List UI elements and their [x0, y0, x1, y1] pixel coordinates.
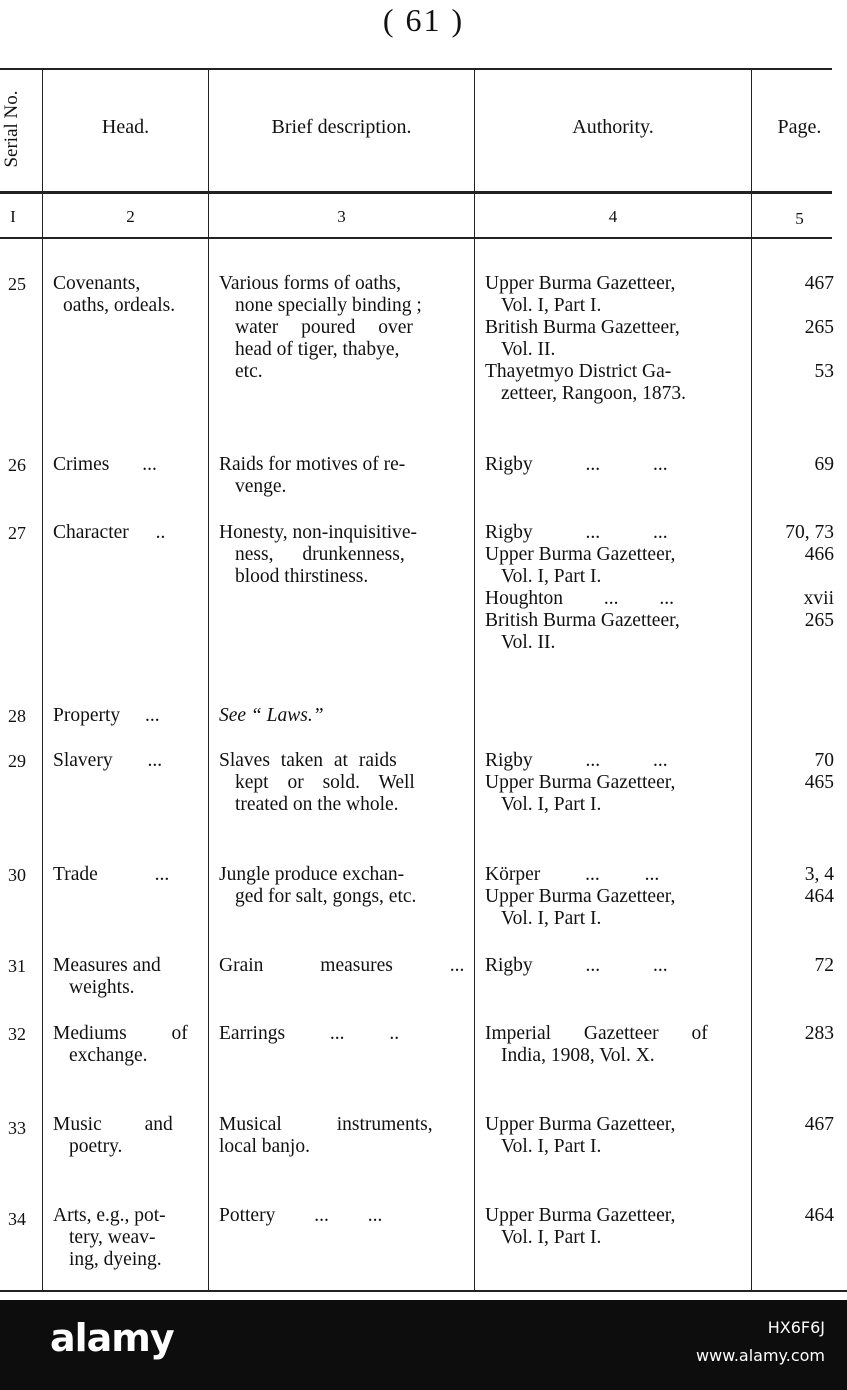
- row-serial: 34: [8, 1209, 26, 1229]
- row-description: [219, 705, 467, 727]
- authority-line: zetteer, Rangoon, 1873.: [501, 383, 686, 404]
- table-top-rule: [0, 68, 832, 70]
- header-serial: Serial No.: [1, 90, 22, 168]
- head-line: Measures and: [53, 955, 161, 976]
- column-divider-3: [474, 68, 475, 1290]
- head-line: Covenants,: [53, 273, 141, 294]
- row-description: [219, 750, 467, 816]
- desc-line: See “ Laws.”: [219, 705, 324, 726]
- authority-line: Upper Burma Gazetteer,: [485, 1114, 676, 1135]
- authority-line: Rigby ... ...: [485, 522, 668, 543]
- desc-line: ness, drunkenness,: [235, 544, 405, 565]
- authority-line: Houghton ... ...: [485, 588, 674, 609]
- desc-line: Pottery ... ...: [219, 1205, 383, 1226]
- page-value: [752, 339, 834, 361]
- desc-line: local banjo.: [219, 1136, 310, 1157]
- column-divider-1: [42, 68, 43, 1290]
- authority-line: Rigby ... ...: [485, 750, 668, 771]
- head-line: Arts, e.g., pot-: [53, 1205, 166, 1226]
- row-serial: 29: [8, 751, 26, 771]
- header-description: Brief description.: [271, 116, 412, 138]
- authority-line: Upper Burma Gazetteer,: [485, 1205, 676, 1226]
- authority-line: Upper Burma Gazetteer,: [485, 772, 676, 793]
- authority-line: Körper ... ...: [485, 864, 660, 885]
- page-value: 467: [804, 273, 834, 294]
- row-serial: 32: [8, 1024, 26, 1044]
- page-value: 464: [804, 886, 834, 907]
- head-line: Character ..: [53, 522, 166, 543]
- head-line: Music and: [53, 1114, 173, 1135]
- row-pages: [752, 273, 834, 383]
- watermark-code: HX6F6J: [767, 1318, 825, 1337]
- authority-line: Upper Burma Gazetteer,: [485, 273, 676, 294]
- row-head: [53, 273, 209, 317]
- row-authority: [485, 864, 747, 930]
- row-serial: 28: [8, 706, 26, 726]
- authority-line: British Burma Gazetteer,: [485, 610, 680, 631]
- page-value: 70, 73: [785, 522, 834, 543]
- row-authority: [485, 1205, 747, 1249]
- row-pages: [752, 1205, 834, 1227]
- desc-line: Grain measures ...: [219, 955, 465, 976]
- desc-line: blood thirstiness.: [235, 566, 369, 587]
- colnum-bottom-rule: [0, 237, 832, 239]
- head-line: ing, dyeing.: [69, 1249, 162, 1270]
- row-serial: 33: [8, 1118, 26, 1138]
- desc-line: Earrings ... ..: [219, 1023, 400, 1044]
- authority-line: Vol. I, Part I.: [501, 908, 602, 929]
- row-head: [53, 522, 209, 544]
- watermark-url: www.alamy.com: [696, 1346, 825, 1365]
- row-serial: 31: [8, 956, 26, 976]
- page-value: 69: [814, 454, 834, 475]
- row-authority: [485, 750, 747, 816]
- colnum-4: 4: [608, 207, 618, 226]
- row-pages: [752, 955, 834, 977]
- head-line: Property ...: [53, 705, 160, 726]
- page-value: 464: [804, 1205, 834, 1226]
- row-serial: 27: [8, 523, 26, 543]
- authority-line: India, 1908, Vol. X.: [501, 1045, 655, 1066]
- column-divider-2: [208, 68, 209, 1290]
- page-value: 70: [814, 750, 834, 771]
- authority-line: Rigby ... ...: [485, 454, 668, 475]
- page-value: xvii: [803, 588, 834, 609]
- row-description: [219, 955, 467, 977]
- desc-line: Musical instruments,: [219, 1114, 433, 1135]
- row-authority: [485, 1023, 747, 1067]
- desc-line: kept or sold. Well: [235, 772, 415, 793]
- row-authority: [485, 273, 747, 405]
- authority-line: Upper Burma Gazetteer,: [485, 544, 676, 565]
- authority-line: Vol. I, Part I.: [501, 295, 602, 316]
- header-page: Page.: [777, 116, 822, 138]
- colnum-2: 2: [126, 207, 135, 226]
- row-serial: 30: [8, 865, 26, 885]
- row-head: [53, 750, 209, 772]
- row-head: [53, 454, 209, 476]
- desc-line: ged for salt, gongs, etc.: [235, 886, 417, 907]
- page-value: 466: [804, 544, 834, 565]
- head-line: tery, weav-: [69, 1227, 156, 1248]
- row-authority: [485, 522, 747, 654]
- head-line: oaths, ordeals.: [63, 295, 176, 316]
- column-divider-4: [751, 68, 752, 1290]
- desc-line: Slaves taken at raids: [219, 750, 397, 771]
- head-line: weights.: [69, 977, 135, 998]
- page-value: 465: [804, 772, 834, 793]
- authority-line: Vol. I, Part I.: [501, 794, 602, 815]
- desc-line: Jungle produce exchan-: [219, 864, 405, 885]
- authority-line: Vol. II.: [501, 632, 556, 653]
- row-description: [219, 273, 467, 383]
- row-pages: [752, 750, 834, 794]
- header-head: Head.: [101, 116, 150, 138]
- head-line: Crimes ...: [53, 454, 157, 475]
- row-description: [219, 864, 469, 908]
- page-number: ( 61 ): [382, 2, 465, 38]
- authority-line: Vol. I, Part I.: [501, 566, 602, 587]
- page-value: 265: [804, 610, 834, 631]
- authority-line: Vol. II.: [501, 339, 556, 360]
- row-pages: [752, 522, 834, 632]
- colnum-1: I: [10, 207, 16, 226]
- head-line: Mediums of: [53, 1023, 188, 1044]
- row-head: [53, 1114, 209, 1158]
- row-head: [53, 864, 209, 886]
- authority-line: Vol. I, Part I.: [501, 1227, 602, 1248]
- row-pages: [752, 864, 834, 908]
- row-authority: [485, 1114, 747, 1158]
- desc-line: Various forms of oaths,: [219, 273, 401, 294]
- desc-line: Honesty, non-inquisitive-: [219, 522, 418, 543]
- row-pages: [752, 454, 834, 476]
- row-description: [219, 454, 467, 498]
- authority-line: Imperial Gazetteer of: [485, 1023, 708, 1044]
- desc-line: treated on the whole.: [235, 794, 399, 815]
- row-pages: [752, 1114, 834, 1136]
- row-authority: [485, 955, 747, 977]
- row-description: [219, 1023, 467, 1045]
- page-value: 283: [804, 1023, 834, 1044]
- authority-line: Thayetmyo District Ga-: [485, 361, 672, 382]
- head-line: Slavery ...: [53, 750, 163, 771]
- desc-line: head of tiger, thabye,: [235, 339, 400, 360]
- colnum-5: 5: [795, 209, 804, 228]
- authority-line: British Burma Gazetteer,: [485, 317, 680, 338]
- authority-line: Vol. I, Part I.: [501, 1136, 602, 1157]
- watermark-logo: alamy: [50, 1316, 174, 1360]
- desc-line: Raids for motives of re-: [219, 454, 406, 475]
- row-head: [53, 955, 209, 999]
- table-bottom-rule: [0, 1290, 847, 1292]
- header-authority: Authority.: [572, 116, 654, 138]
- row-description: [219, 522, 467, 588]
- page-value: 3, 4: [804, 864, 834, 885]
- authority-line: Rigby ... ...: [485, 955, 668, 976]
- desc-line: venge.: [235, 476, 287, 497]
- colnum-3: 3: [337, 207, 346, 226]
- head-line: exchange.: [69, 1045, 148, 1066]
- header-bottom-rule: [0, 191, 832, 194]
- desc-line: none specially binding ;: [235, 295, 422, 316]
- row-serial: 25: [8, 274, 26, 294]
- authority-line: Upper Burma Gazetteer,: [485, 886, 676, 907]
- row-description: [219, 1205, 467, 1227]
- page-value: [752, 295, 834, 317]
- page-value: 265: [804, 317, 834, 338]
- row-authority: [485, 454, 747, 476]
- row-head: [53, 1205, 209, 1271]
- row-head: [53, 705, 209, 727]
- head-line: poetry.: [69, 1136, 123, 1157]
- page-value: 72: [814, 955, 834, 976]
- head-line: Trade ...: [53, 864, 170, 885]
- desc-line: etc.: [235, 361, 263, 382]
- desc-line: water poured over: [235, 317, 413, 338]
- row-description: [219, 1114, 467, 1158]
- page-value: [752, 566, 834, 588]
- page-value: 467: [804, 1114, 834, 1135]
- row-serial: 26: [8, 455, 26, 475]
- row-pages: [752, 1023, 834, 1045]
- page-value: 53: [814, 361, 834, 382]
- row-head: [53, 1023, 209, 1067]
